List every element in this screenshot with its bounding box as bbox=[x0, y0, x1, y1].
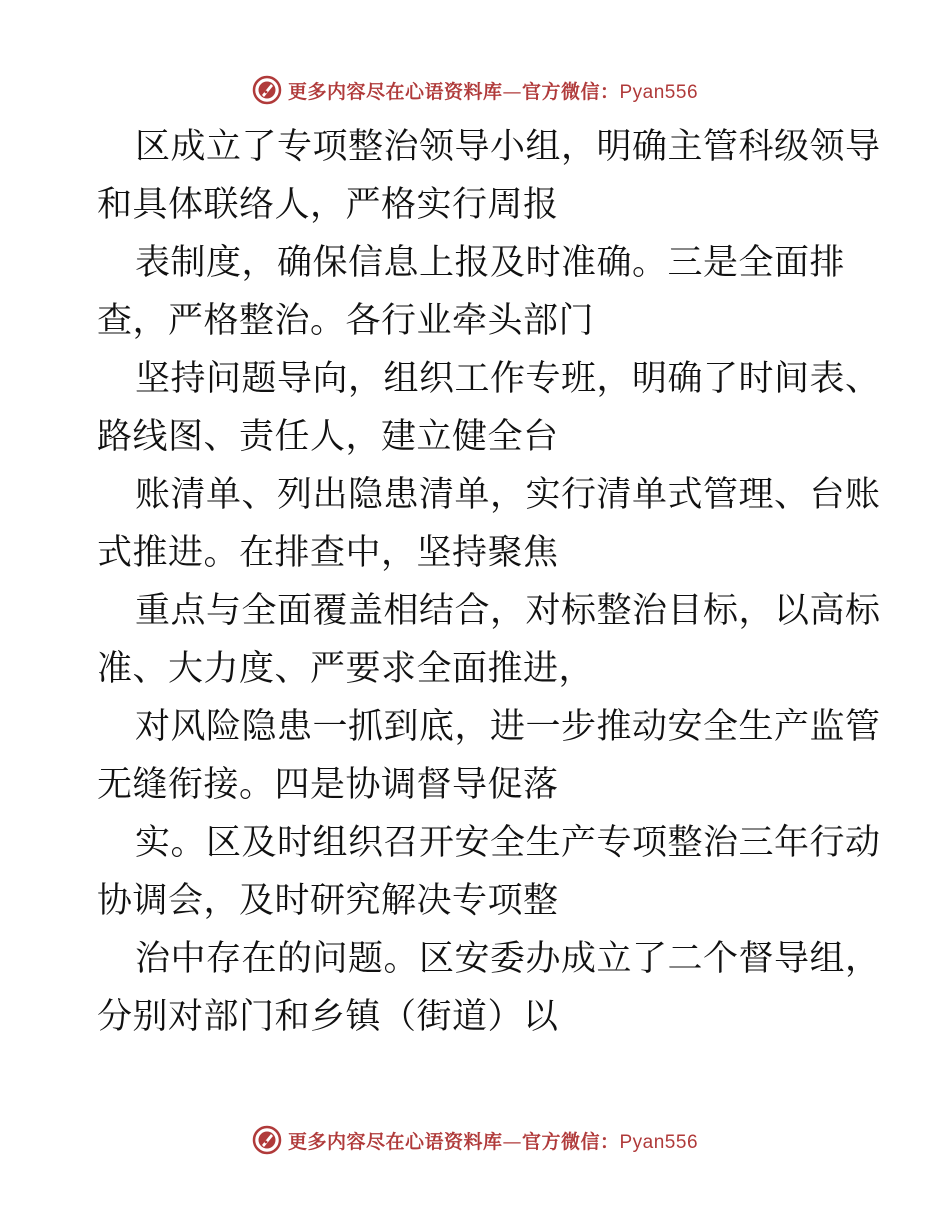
header-wechat-id: Pyan556 bbox=[619, 81, 699, 103]
header-wechat-label: 官方微信： bbox=[521, 80, 620, 103]
body-line: 和具体联络人，严格实行周报 bbox=[97, 185, 559, 225]
header-banner-separator: — bbox=[502, 80, 522, 103]
body-line: 区成立了专项整治领导小组，明确主管科级领导 bbox=[135, 127, 881, 167]
footer-banner bbox=[0, 1120, 950, 1160]
body-line: 实。区及时组织召开安全生产专项整治三年行动 bbox=[135, 823, 881, 863]
footer-banner-title: 更多内容尽在心语资料库 bbox=[287, 1130, 503, 1153]
body-line: 重点与全面覆盖相结合，对标整治目标，以高标 bbox=[135, 591, 881, 631]
body-line: 协调会，及时研究解决专项整 bbox=[97, 881, 559, 921]
body-line: 坚持问题导向，组织工作专班，明确了时间表、 bbox=[135, 359, 881, 399]
body-line: 表制度，确保信息上报及时准确。三是全面排 bbox=[135, 243, 846, 283]
body-line: 查，严格整治。各行业牵头部门 bbox=[97, 301, 595, 341]
body-line: 对风险隐患一抓到底，进一步推动安全生产监管 bbox=[135, 707, 881, 747]
body-line: 治中存在的问题。区安委办成立了二个督导组， bbox=[135, 939, 881, 979]
pen-nib-logo-icon bbox=[252, 75, 282, 105]
body-line: 路线图、责任人，建立健全台 bbox=[97, 417, 559, 457]
document-body bbox=[97, 118, 881, 1046]
pen-nib-logo-icon bbox=[252, 1125, 282, 1155]
body-line: 账清单、列出隐患清单，实行清单式管理、台账 bbox=[135, 475, 881, 515]
header-banner bbox=[0, 70, 950, 110]
body-line: 式推进。在排查中，坚持聚焦 bbox=[97, 533, 559, 573]
header-banner-text bbox=[288, 77, 698, 104]
footer-banner-separator: — bbox=[502, 1130, 522, 1153]
body-line: 分别对部门和乡镇（街道）以 bbox=[97, 997, 559, 1037]
body-line: 无缝衔接。四是协调督导促落 bbox=[97, 765, 559, 805]
header-banner-title: 更多内容尽在心语资料库 bbox=[287, 80, 503, 103]
footer-wechat-label: 官方微信： bbox=[521, 1130, 620, 1153]
body-line: 准、大力度、严要求全面推进， bbox=[97, 649, 595, 689]
footer-wechat-id: Pyan556 bbox=[619, 1131, 699, 1153]
footer-banner-text bbox=[288, 1127, 698, 1154]
